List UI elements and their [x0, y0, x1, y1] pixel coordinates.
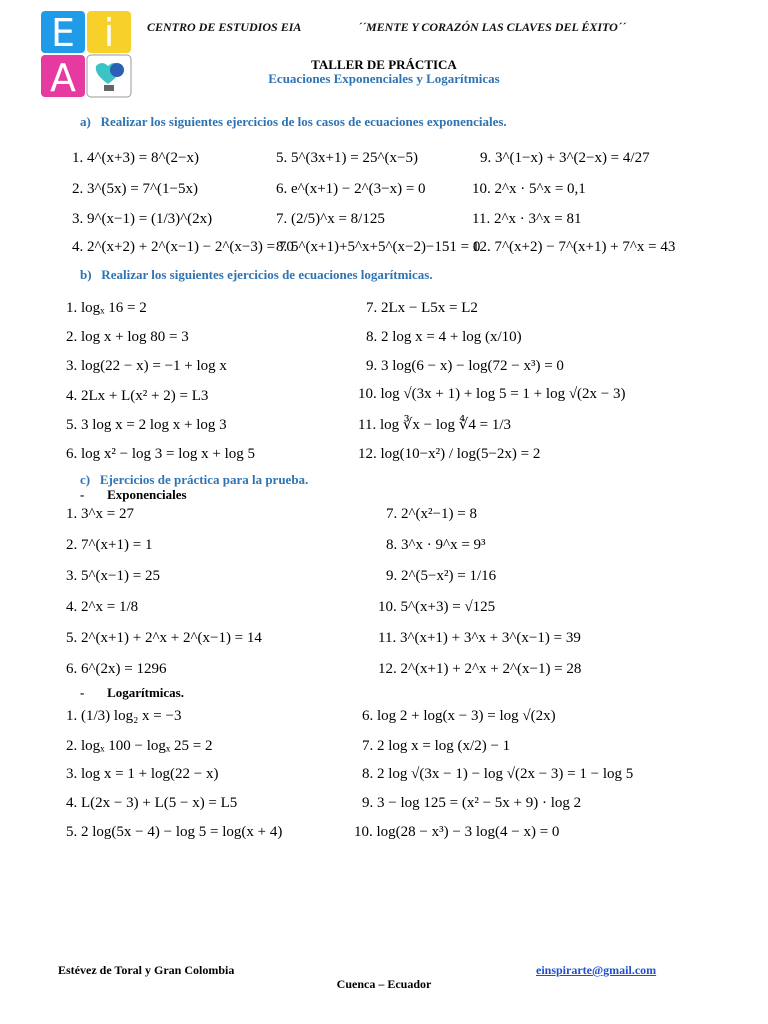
exercise-c-log-5: 5. 2 log(5x − 4) − log 5 = log(x + 4)	[66, 824, 283, 840]
logarithmic-subheading: - Logarítmicas.	[80, 685, 184, 700]
slogan: ´´MENTE Y CORAZÓN LAS CLAVES DEL ÉXITO´´	[358, 20, 626, 34]
exercise-a-1: 1. 4^(x+3) = 8^(2−x)	[72, 150, 199, 166]
exercise-b-4: 4. 2Lx + L(x² + 2) = L3	[66, 388, 209, 404]
section-c-heading: c) Ejercicios de práctica para la prueba.	[80, 472, 309, 487]
exercise-a-2: 2. 3^(5x) = 7^(1−5x)	[72, 181, 198, 197]
exercise-b-2: 2. log x + log 80 = 3	[66, 329, 189, 345]
section-a-heading: a) Realizar los siguientes ejercicios de los casos de ecuaciones exponenciales.	[80, 114, 507, 129]
exercise-c-exp-7: 7. 2^(x²−1) = 8	[386, 506, 477, 522]
exercise-b-9: 9. 3 log(6 − x) − log(72 − x³) = 0	[366, 358, 564, 374]
section-b-heading: b) Realizar los siguientes ejercicios de ecuaciones logarítmicas.	[80, 267, 433, 282]
center-name: CENTRO DE ESTUDIOS EIA	[147, 20, 302, 34]
exercise-c-log-2: 2. logₓ 100 − logₓ 25 = 2	[66, 738, 213, 754]
logo-letter-a: A	[50, 56, 76, 98]
exercise-c-log-3: 3. log x = 1 + log(22 − x)	[66, 766, 219, 782]
exercise-c-exp-5: 5. 2^(x+1) + 2^x + 2^(x−1) = 14	[66, 630, 262, 646]
exercise-c-exp-6: 6. 6^(2x) = 1296	[66, 661, 167, 677]
exercise-a-7: 7. (2/5)^x = 8/125	[276, 211, 385, 227]
exercise-c-exp-11: 11. 3^(x+1) + 3^x + 3^(x−1) = 39	[378, 630, 581, 646]
exercise-c-log-8: 8. 2 log √(3x − 1) − log √(2x − 3) = 1 − log 5	[362, 766, 634, 782]
exercise-c-exp-4: 4. 2^x = 1/8	[66, 599, 139, 615]
exercise-c-exp-3: 3. 5^(x−1) = 25	[66, 568, 160, 584]
exercise-a-8: 8. 5^(x+1)+5^x+5^(x−2)−151 = 0	[276, 239, 481, 255]
exercise-b-8: 8. 2 log x = 4 + log (x/10)	[366, 329, 522, 345]
exercise-a-6: 6. e^(x+1) − 2^(3−x) = 0	[276, 181, 426, 197]
logo-letter-i: i	[103, 11, 115, 55]
footer-address: Estévez de Toral y Gran Colombia	[58, 963, 235, 977]
exercise-a-5: 5. 5^(3x+1) = 25^(x−5)	[276, 150, 418, 166]
exercise-c-exp-9: 9. 2^(5−x²) = 1/16	[386, 568, 497, 584]
exercise-c-log-4: 4. L(2x − 3) + L(5 − x) = L5	[66, 795, 238, 811]
exercise-c-exp-8: 8. 3^x · 9^x = 9³	[386, 537, 486, 553]
exercise-c-log-6: 6. log 2 + log(x − 3) = log √(2x)	[362, 708, 556, 724]
page-title: TALLER DE PRÁCTICA	[311, 57, 457, 72]
exercise-b-1: 1. logₓ 16 = 2	[66, 300, 147, 316]
exercise-c-log-10: 10. log(28 − x³) − 3 log(4 − x) = 0	[354, 824, 560, 840]
exercise-c-exp-12: 12. 2^(x+1) + 2^x + 2^(x−1) = 28	[378, 661, 582, 677]
exercise-a-11: 11. 2^x · 3^x = 81	[472, 211, 582, 227]
exercise-b-11: 11. log ∛x − log ∜4 = 1/3	[358, 417, 511, 433]
footer-city: Cuenca – Ecuador	[336, 977, 432, 991]
exercise-a-10: 10. 2^x · 5^x = 0,1	[472, 181, 586, 197]
exercise-b-12: 12. log(10−x²) / log(5−2x) = 2	[358, 446, 541, 462]
exercise-b-10: 10. log √(3x + 1) + log 5 = 1 + log √(2x − 3)	[358, 386, 626, 402]
exercise-a-4: 4. 2^(x+2) + 2^(x−1) − 2^(x−3) = 70	[72, 239, 294, 255]
exercise-b-5: 5. 3 log x = 2 log x + log 3	[66, 417, 227, 433]
exercise-a-12: 12. 7^(x+2) − 7^(x+1) + 7^x = 43	[472, 239, 676, 255]
exercise-a-9: 9. 3^(1−x) + 3^(2−x) = 4/27	[480, 150, 650, 166]
exercise-c-log-7: 7. 2 log x = log (x/2) − 1	[362, 738, 511, 754]
exercise-b-7: 7. 2Lx − L5x = L2	[366, 300, 478, 316]
exercise-c-exp-2: 2. 7^(x+1) = 1	[66, 537, 153, 553]
exercise-b-3: 3. log(22 − x) = −1 + log x	[66, 358, 227, 374]
logo-letter-e: E	[50, 11, 76, 55]
exercise-b-6: 6. log x² − log 3 = log x + log 5	[66, 446, 256, 462]
exercise-c-log-9: 9. 3 − log 125 = (x² − 5x + 9) · log 2	[362, 795, 582, 811]
footer-email-link[interactable]: einspirarte@gmail.com	[536, 963, 657, 977]
page-subtitle: Ecuaciones Exponenciales y Logarítmicas	[268, 71, 500, 86]
exponential-subheading: - Exponenciales	[80, 487, 187, 502]
exercise-c-exp-1: 1. 3^x = 27	[66, 506, 134, 522]
exercise-a-3: 3. 9^(x−1) = (1/3)^(2x)	[72, 211, 213, 227]
exercise-c-log-1: 1. (1/3) log₂ x = −3	[66, 708, 182, 724]
exercise-c-exp-10: 10. 5^(x+3) = √125	[378, 599, 496, 615]
